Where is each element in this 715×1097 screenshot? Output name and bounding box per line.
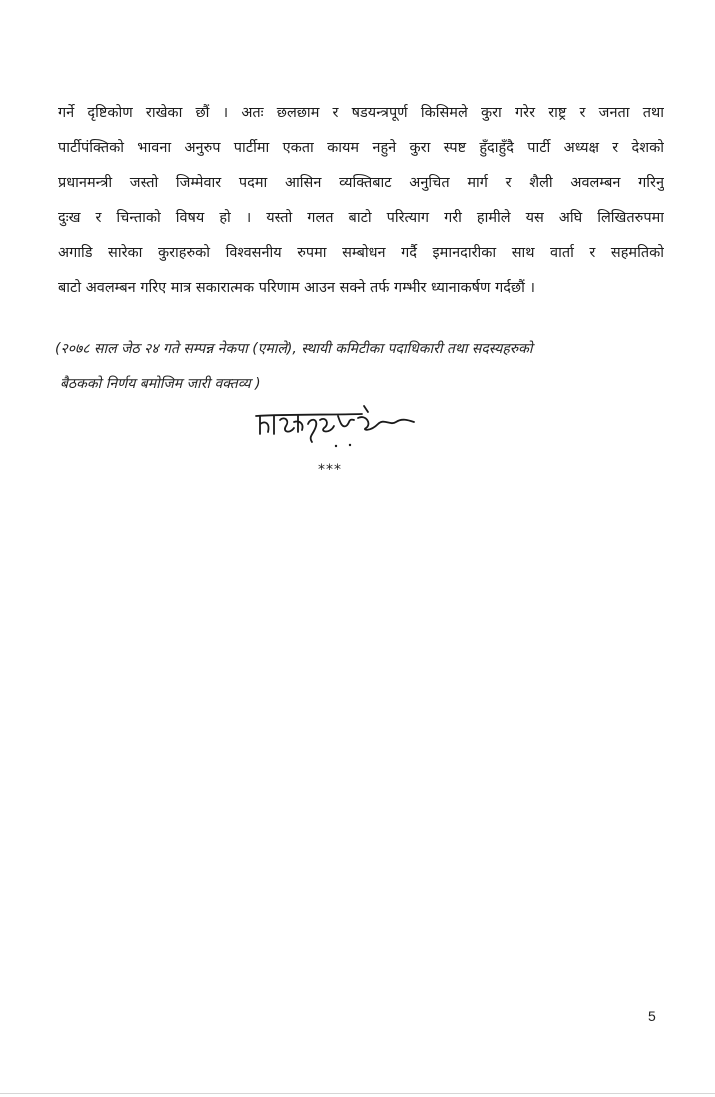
handwritten-signature <box>250 402 420 452</box>
paragraph-line: गर्ने दृष्टिकोण राखेका छौं । अतः छलछाम र षडयन्त्रपूर्ण किसिमले कुरा गरेर राष्ट्र र जनता तथा <box>58 105 664 121</box>
signature-graphic <box>250 402 420 452</box>
note-line: (२०७८ साल जेठ २४ गते सम्पन्न नेकपा (एमाले), स्थायी कमिटीका पदाधिकारी तथा सदस्यहरुको <box>55 341 533 357</box>
paragraph-line: दुःख र चिन्ताको विषय हो । यस्तो गलत बाटो परित्याग गरी हामीले यस अघि लिखितरुपमा <box>58 210 664 226</box>
page-bottom-edge <box>0 1093 715 1094</box>
note-line: बैठकको निर्णय बमोजिम जारी वक्तव्य ) <box>60 376 261 392</box>
paragraph-line: बाटो अवलम्बन गरिए मात्र सकारात्मक परिणाम आउन सक्ने तर्फ गम्भीर ध्यानाकर्षण गर्दछौं । <box>58 280 535 296</box>
paragraph-line: प्रधानमन्त्री जस्तो जिम्मेवार पदमा आसिन व्यक्तिबाट अनुचित मार्ग र शैली अवलम्बन गरिनु <box>58 175 664 191</box>
paragraph-line: अगाडि सारेका कुराहरुको विश्वसनीय रुपमा सम्बोधन गर्दै इमानदारीका साथ वार्ता र सहमतिको <box>58 245 664 261</box>
issuance-note <box>55 332 670 402</box>
paragraph-line: पार्टीपंक्तिको भावना अनुरुप पार्टीमा एकता कायम नहुने कुरा स्पष्ट हुँदाहुँदै पार्टी अध्यक्ष र देशको <box>58 140 664 156</box>
statement-paragraph <box>58 96 668 306</box>
separator-stars: *** <box>318 462 342 478</box>
page-number: 5 <box>648 1008 656 1024</box>
